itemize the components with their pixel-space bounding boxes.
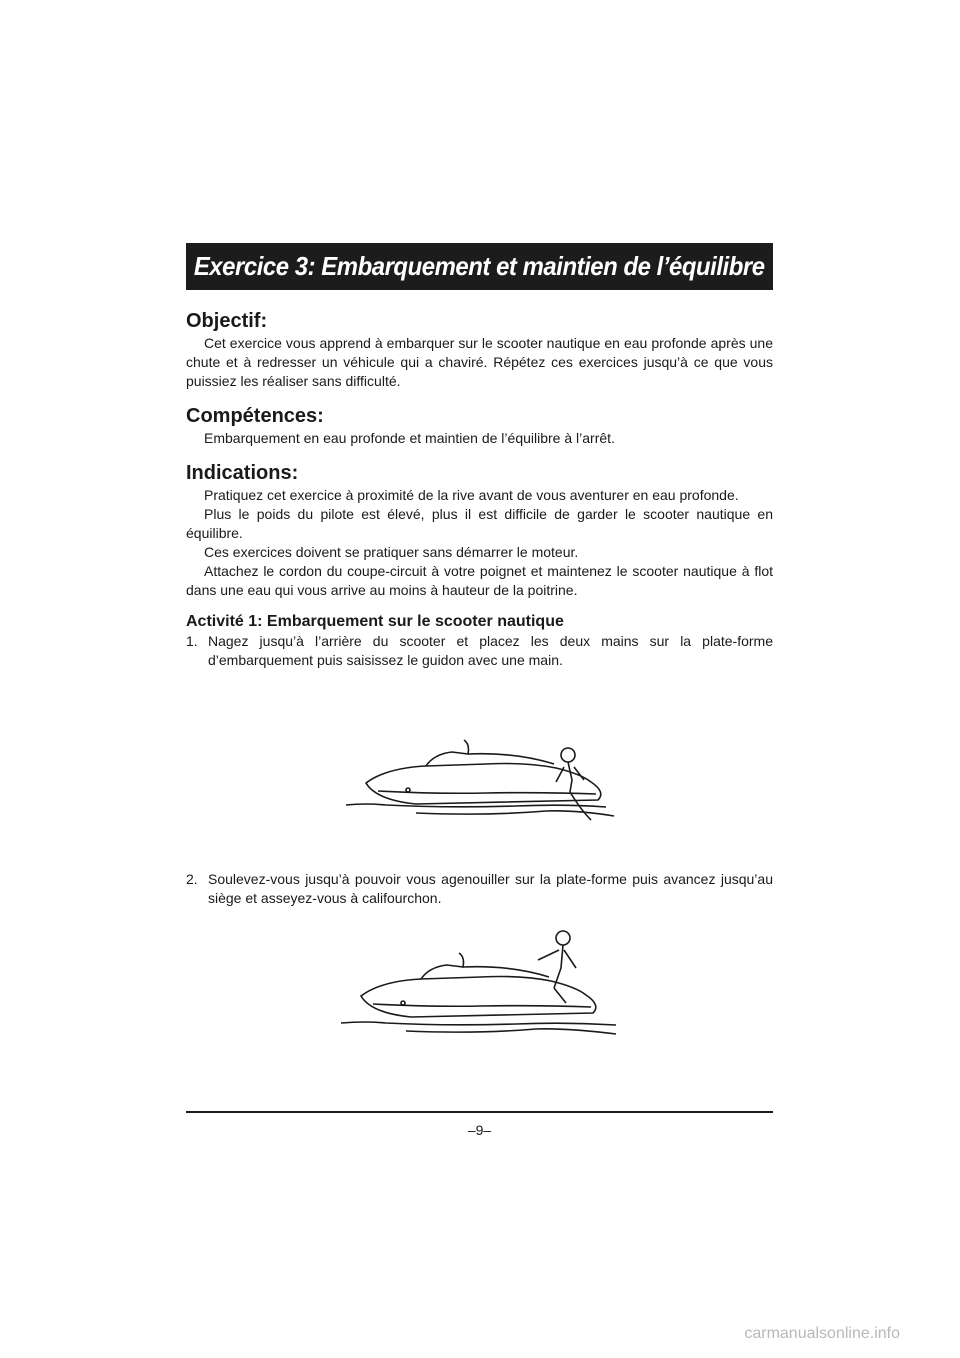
indications-paragraph: Attachez le cordon du coupe-circuit à votre poignet et maintenez le scooter nautique à flot dans une eau qui vous arrive au moins à hauteur de la poitrine. [186,563,773,598]
activity-title: Activité 1: Embarquement sur le scooter nautique [186,613,564,630]
step-item [186,870,773,908]
indications-paragraph: Plus le poids du pilote est élevé, plus il est difficile de garder le scooter nautique en équilibre. [186,506,773,541]
illustration-swimmer-boarding [186,670,773,870]
step-text: Nagez jusqu’à l’arrière du scooter et placez les deux mains sur la plate-forme d’embarquement puis saisissez le guidon avec une main. [208,633,773,668]
jet-ski-kneeling-illustration [186,908,773,1108]
watermark: carmanualsonline.info [744,1325,900,1342]
heading-indications: Indications: [186,462,299,484]
step-number: 1. [186,633,198,649]
step-text: Soulevez-vous jusqu’à pouvoir vous agenouiller sur la plate-forme puis avancez jusqu’au siège et asseyez-vous à califourchon. [208,871,773,906]
heading-competences: Compétences: [186,405,324,427]
indications-paragraph: Pratiquez cet exercice à proximité de la rive avant de vous aventurer en eau profonde. [204,487,739,503]
jet-ski-boarding-illustration [186,670,773,870]
step-item [186,632,773,670]
step-number: 2. [186,871,198,887]
title-banner [186,243,773,290]
heading-objectif: Objectif: [186,310,268,332]
indications-paragraph: Ces exercices doivent se pratiquer sans démarrer le moteur. [204,544,579,560]
page-title: Exercice 3: Embarquement et maintien de l’équilibre [194,251,765,281]
page-number: –9– [467,1122,492,1138]
section-objectif [186,308,773,391]
text-competences: Embarquement en eau profonde et maintien de l’équilibre à l’arrêt. [204,430,615,446]
footer-rule [186,1111,773,1113]
main-content [186,308,773,1108]
section-competences [186,403,773,448]
illustration-kneeling-boarding [186,908,773,1108]
text-objectif: Cet exercice vous apprend à embarquer sur le scooter nautique en eau profonde après une chute et à redresser un véhicule qui a chaviré. Répétez ces exercices jusqu’à ce que vous puissiez les réaliser sans difficulté. [186,335,773,389]
section-indications [186,460,773,600]
